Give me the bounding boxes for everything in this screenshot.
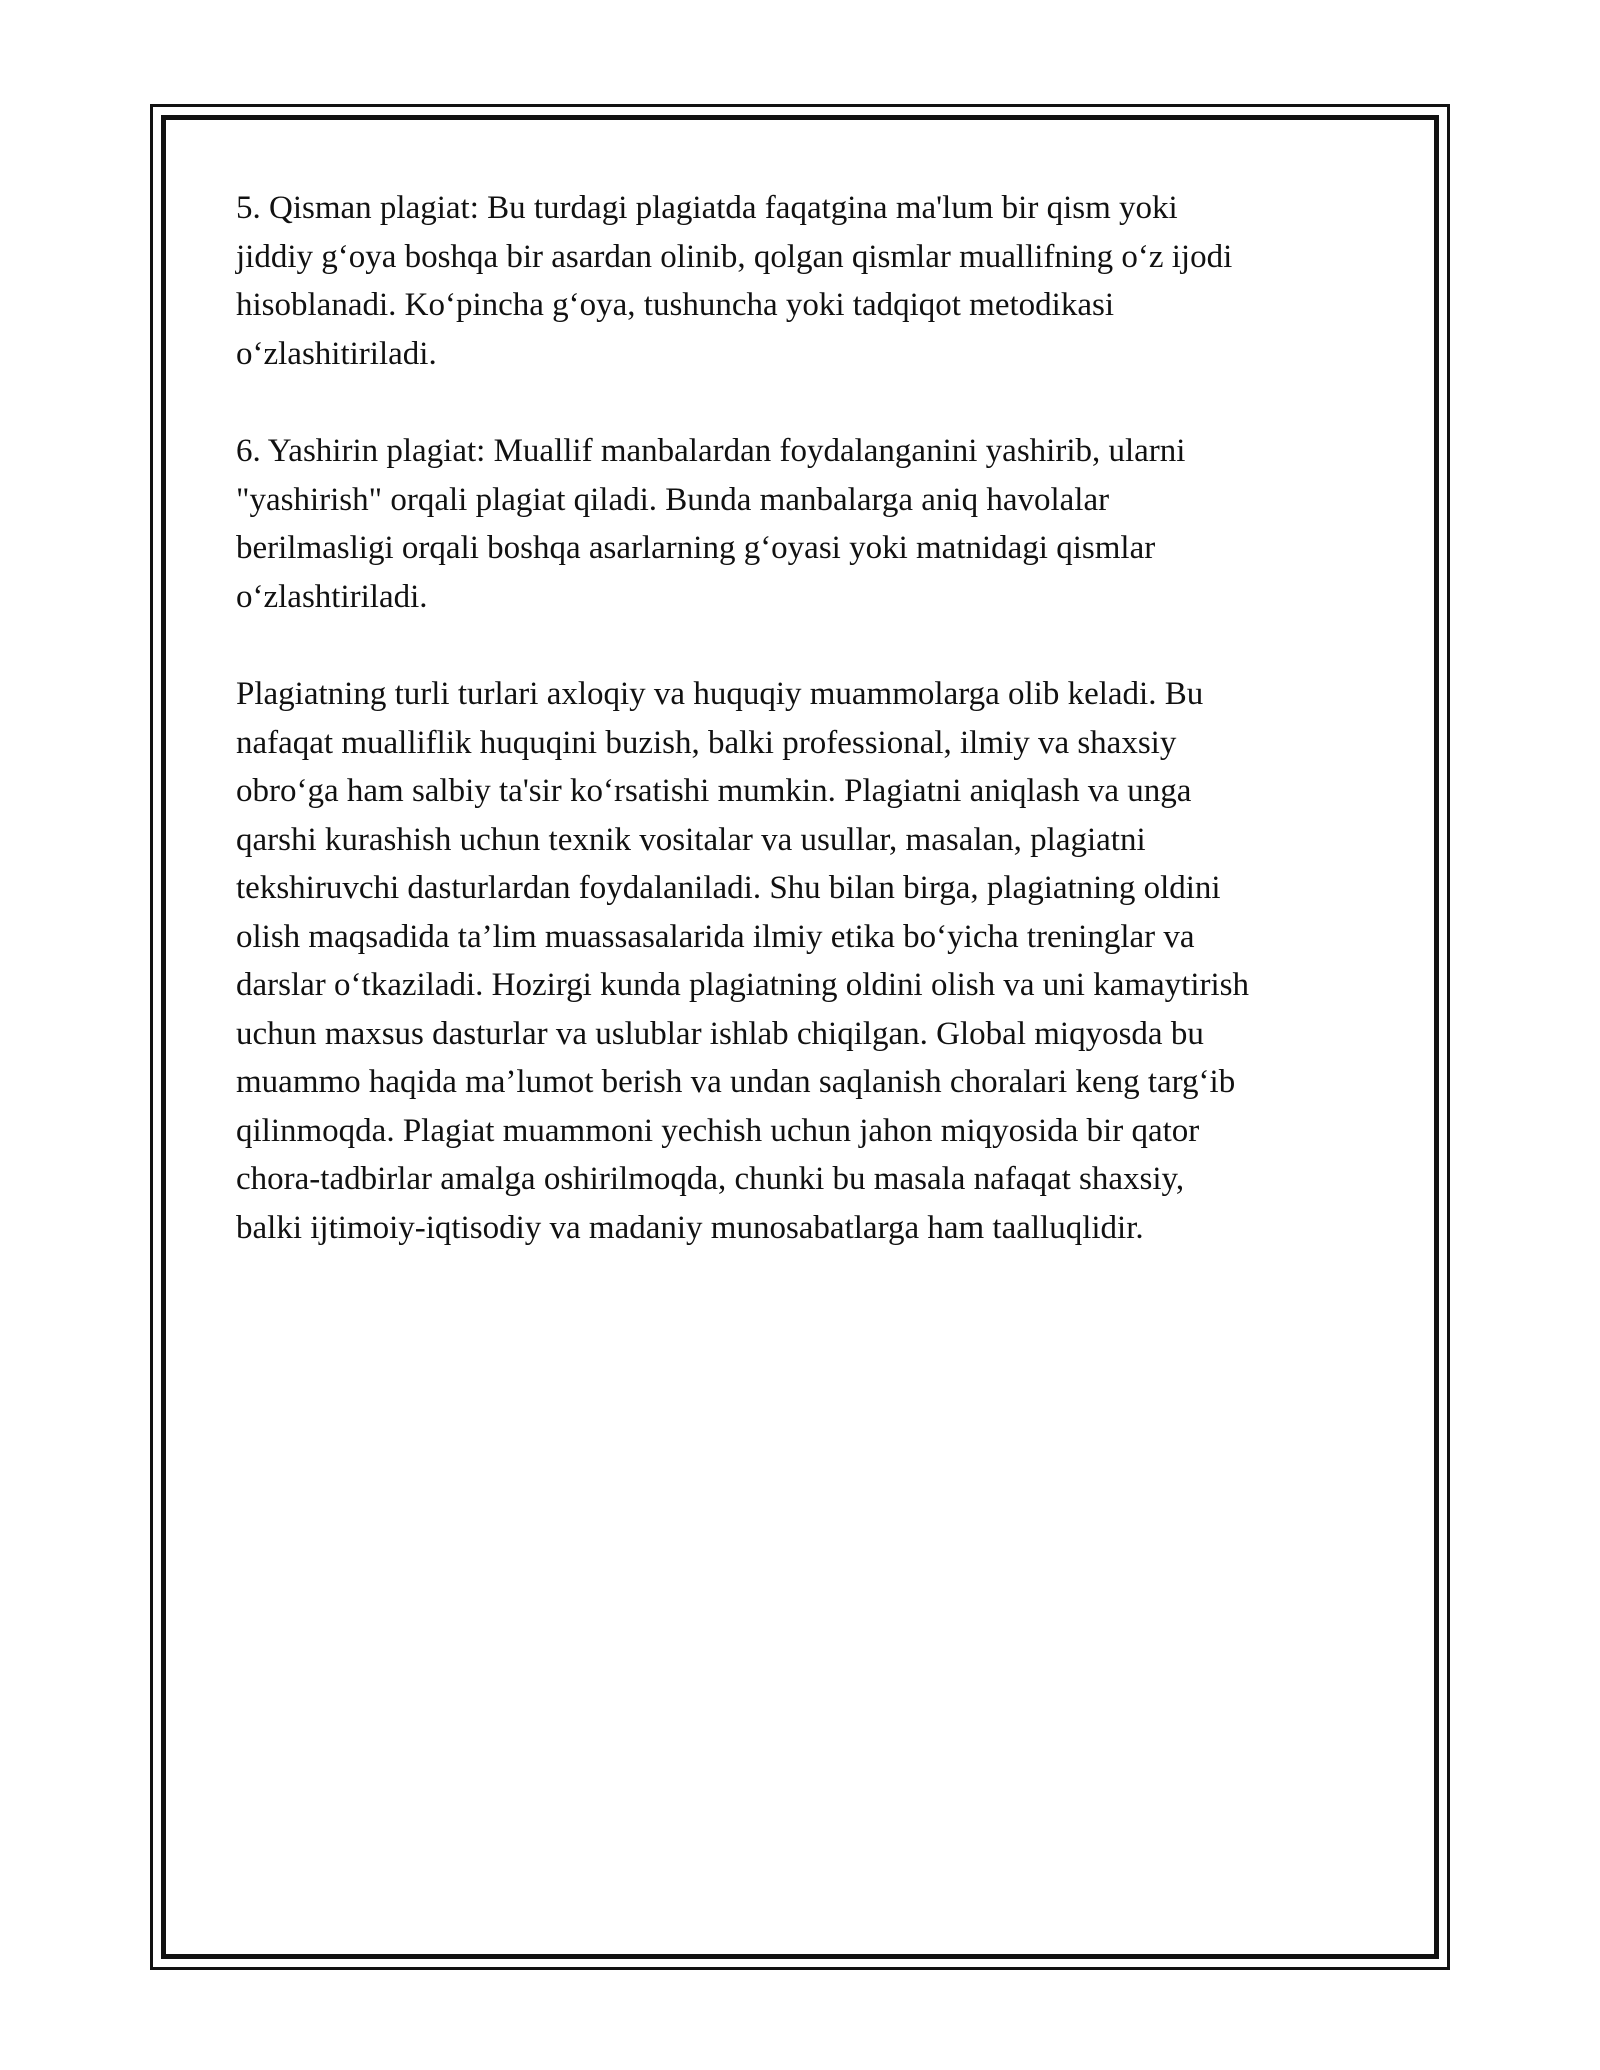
document-body — [236, 184, 1376, 1301]
paragraph-hidden-plagiarism: 6. Yashirin plagiat: Muallif manbalardan foydalanganini yashirib, ularni "yashirish" orqali plagiat qiladi. Bunda manbalarga aniq havolalar berilmasligi orqali boshqa asarlarning g‘oyasi yoki matnidagi qismlar o‘zlashtiriladi. — [236, 433, 1186, 615]
paragraph-partial-plagiarism: 5. Qisman plagiat: Bu turdagi plagiatda faqatgina ma'lum bir qism yoki jiddiy g‘oya boshqa bir asardan olinib, qolgan qismlar muallifning o‘z ijodi hisoblanadi. Ko‘pincha g‘oya, tushuncha yoki tadqiqot metodikasi o‘zlashitiriladi. — [236, 190, 1233, 372]
paragraph-plagiarism-consequences: Plagiatning turli turlari axloqiy va huquqiy muammolarga olib keladi. Bu nafaqat mualliflik huquqini buzish, balki professional, ilmiy va shaxsiy obro‘ga ham salbiy ta'sir ko‘rsatishi mumkin. Plagiatni aniqlash va unga qarshi kurashish uchun texnik vositalar va usullar, masalan, plagiatni tekshiruvchi dasturlardan foydalaniladi. Shu bilan birga, plagiatning oldini olish maqsadida ta’lim muassasalarida ilmiy etika bo‘yicha treninglar va darslar o‘tkaziladi. Hozirgi kunda plagiatning oldini olish va uni kamaytirish uchun maxsus dasturlar va uslublar ishlab chiqilgan. Global miqyosda bu muammo haqida ma’lumot berish va undan saqlanish choralari keng targ‘ib qilinmoqda. Plagiat muammoni yechish uchun jahon miqyosida bir qator chora-tadbirlar amalga oshirilmoqda, chunki bu masala nafaqat shaxsiy, balki ijtimoiy-iqtisodiy va madaniy munosabatlarga ham taalluqlidir. — [236, 676, 1250, 1246]
